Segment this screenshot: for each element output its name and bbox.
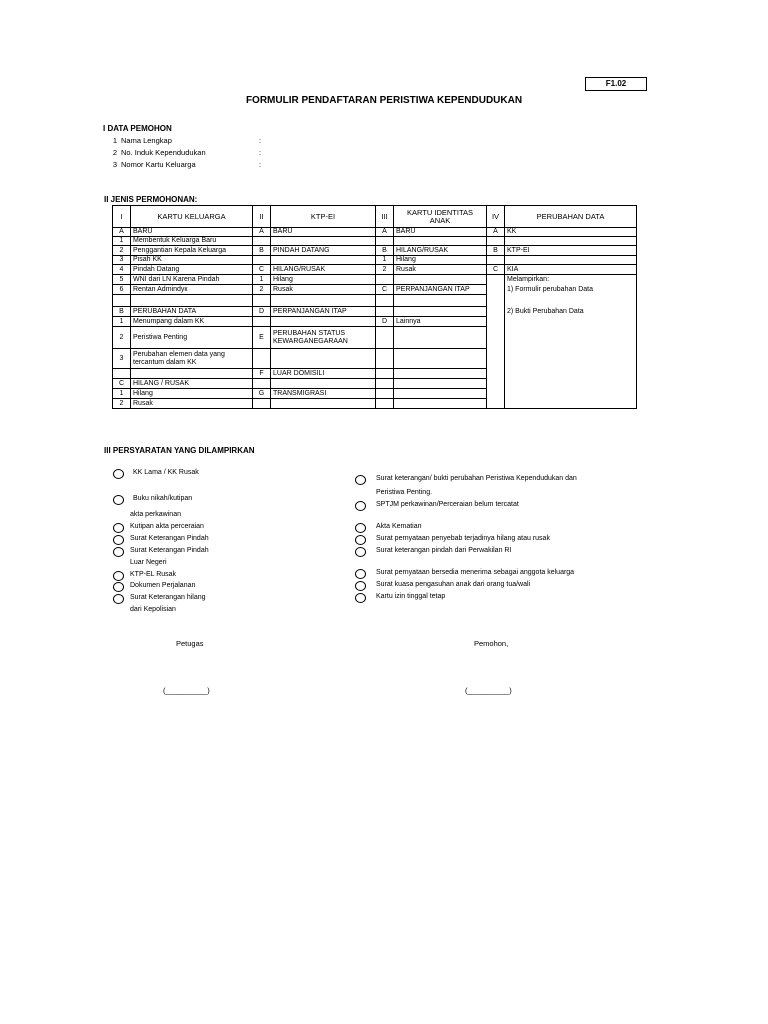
value-cell xyxy=(271,399,376,409)
value-cell: PERUBAHAN DATA xyxy=(131,307,253,317)
requirement-item: Surat pernyataan penyebab terjadinya hilang atau rusak xyxy=(376,535,550,542)
value-cell xyxy=(394,237,487,246)
table-header-row xyxy=(113,206,637,228)
section-3-heading: III PERSYARATAN YANG DILAMPIRKAN xyxy=(104,446,255,455)
table-row xyxy=(113,246,637,256)
value-cell: Lainnya xyxy=(394,317,487,327)
value-cell xyxy=(394,307,487,317)
value-cell xyxy=(271,317,376,327)
table-row xyxy=(113,379,637,389)
checkbox-circle-icon[interactable] xyxy=(355,475,366,485)
code-cell: 1 xyxy=(113,389,131,399)
code-cell xyxy=(487,369,505,379)
value-cell xyxy=(505,349,637,369)
code-cell: D xyxy=(253,307,271,317)
value-cell xyxy=(505,399,637,409)
code-cell xyxy=(487,379,505,389)
table-row xyxy=(113,317,637,327)
value-cell xyxy=(271,379,376,389)
field-label: Nomor Kartu Keluarga xyxy=(121,160,196,169)
code-cell xyxy=(487,237,505,246)
value-cell xyxy=(505,256,637,265)
value-cell xyxy=(394,369,487,379)
requirement-item: Surat Keterangan Pindah xyxy=(130,547,209,554)
requirement-item: Akta Kematian xyxy=(376,523,422,530)
checkbox-circle-icon[interactable] xyxy=(355,523,366,533)
header-cell: I xyxy=(113,206,131,228)
checkbox-circle-icon[interactable] xyxy=(355,547,366,557)
value-cell xyxy=(394,295,487,307)
code-cell: 2 xyxy=(113,246,131,256)
table-row xyxy=(113,256,637,265)
code-cell xyxy=(487,275,505,285)
code-cell xyxy=(253,379,271,389)
requirement-item: KTP-EL Rusak xyxy=(130,571,177,578)
code-cell: C xyxy=(253,265,271,275)
value-cell xyxy=(394,327,487,349)
value-cell xyxy=(271,349,376,369)
value-cell xyxy=(505,317,637,327)
code-cell: F xyxy=(253,369,271,379)
code-cell: 3 xyxy=(113,256,131,265)
checkbox-circle-icon[interactable] xyxy=(113,582,124,592)
requirement-item: Surat Keterangan hilang xyxy=(130,594,206,601)
checkbox-circle-icon[interactable] xyxy=(113,571,124,581)
code-cell xyxy=(487,399,505,409)
value-cell: Rusak xyxy=(271,285,376,295)
requirement-item: Surat pernyataan bersedia menerima sebagai anggota keluarga xyxy=(376,569,575,576)
field-label: Nama Lengkap xyxy=(121,136,172,145)
table-row xyxy=(113,369,637,379)
value-cell: Perubahan elemen data yang tercantum dalam KK xyxy=(131,349,253,369)
value-cell: TRANSMIGRASI xyxy=(271,389,376,399)
table-row xyxy=(113,349,637,369)
value-cell xyxy=(505,379,637,389)
value-cell: Peristiwa Penting xyxy=(131,327,253,349)
code-cell: 3 xyxy=(113,349,131,369)
value-cell xyxy=(394,399,487,409)
value-cell: Rentan Admindук xyxy=(131,285,253,295)
value-cell: Pisah KK xyxy=(131,256,253,265)
code-cell: B xyxy=(113,307,131,317)
checkbox-circle-icon[interactable] xyxy=(113,495,124,505)
code-cell: A xyxy=(376,228,394,237)
code-cell xyxy=(253,256,271,265)
applicant-label: Pemohon, xyxy=(474,639,509,648)
code-cell: 1 xyxy=(253,275,271,285)
header-cell: IV xyxy=(487,206,505,228)
code-cell: 5 xyxy=(113,275,131,285)
value-cell xyxy=(394,349,487,369)
row-number: 2 xyxy=(112,148,117,157)
value-cell xyxy=(505,237,637,246)
value-cell xyxy=(131,295,253,307)
value-cell xyxy=(505,327,637,349)
code-cell xyxy=(253,399,271,409)
value-cell: HILANG/RUSAK xyxy=(271,265,376,275)
header-cell: KARTU IDENTITAS ANAK xyxy=(394,206,487,228)
field-label: No. Induk Kependudukan xyxy=(121,148,206,157)
code-cell: 1 xyxy=(376,256,394,265)
code-cell: C xyxy=(487,265,505,275)
code-cell: E xyxy=(253,327,271,349)
requirement-item: SPTJM perkawinan/Perceraian belum tercatat xyxy=(376,501,519,508)
code-cell xyxy=(253,237,271,246)
value-cell: BARU xyxy=(394,228,487,237)
table-row xyxy=(113,307,637,317)
requirement-item: dari Kepolisian xyxy=(130,606,176,613)
code-cell xyxy=(487,307,505,317)
value-cell: Hilang xyxy=(394,256,487,265)
code-cell xyxy=(376,399,394,409)
value-cell: KIA xyxy=(505,265,637,275)
checkbox-circle-icon[interactable] xyxy=(113,594,124,604)
applicant-signature-line: (__________) xyxy=(465,686,512,695)
code-cell xyxy=(487,285,505,295)
value-cell: LUAR DOMISILI xyxy=(271,369,376,379)
officer-signature-line: (__________) xyxy=(163,686,210,695)
value-cell xyxy=(505,369,637,379)
code-cell: 2 xyxy=(376,265,394,275)
code-cell xyxy=(376,295,394,307)
checkbox-circle-icon[interactable] xyxy=(355,569,366,579)
table-row xyxy=(113,327,637,349)
value-cell: KTP-EI xyxy=(505,246,637,256)
value-cell: Penggantian Kepala Keluarga xyxy=(131,246,253,256)
code-cell xyxy=(113,369,131,379)
code-cell: C xyxy=(113,379,131,389)
value-cell: Rusak xyxy=(131,399,253,409)
value-cell: KK xyxy=(505,228,637,237)
value-cell xyxy=(394,379,487,389)
applicant-row xyxy=(107,148,307,158)
code-cell: 6 xyxy=(113,285,131,295)
requirement-item: Luar Negeri xyxy=(130,559,167,566)
checkbox-circle-icon[interactable] xyxy=(355,535,366,545)
table-row xyxy=(113,285,637,295)
value-cell: WNI dari LN Karena Pindah xyxy=(131,275,253,285)
field-colon: : xyxy=(259,136,262,145)
code-cell xyxy=(487,317,505,327)
value-cell xyxy=(505,295,637,307)
code-cell: 4 xyxy=(113,265,131,275)
header-cell: II xyxy=(253,206,271,228)
requirement-item: Surat kuasa pengasuhan anak dari orang tua/wali xyxy=(376,581,531,588)
field-colon: : xyxy=(259,148,262,157)
requirement-item: Peristiwa Penting. xyxy=(376,489,433,496)
header-cell: KTP-EI xyxy=(271,206,376,228)
code-cell: D xyxy=(376,317,394,327)
value-cell xyxy=(131,369,253,379)
value-cell xyxy=(271,256,376,265)
code-cell: 2 xyxy=(253,285,271,295)
requirement-item: Kutipan akta perceraian xyxy=(130,523,204,530)
checkbox-circle-icon[interactable] xyxy=(113,547,124,557)
code-cell xyxy=(376,327,394,349)
value-cell: Membentuk Keluarga Baru xyxy=(131,237,253,246)
code-cell xyxy=(253,295,271,307)
table-row xyxy=(113,265,637,275)
code-cell: 1 xyxy=(113,237,131,246)
value-cell: PINDAH DATANG xyxy=(271,246,376,256)
code-cell: A xyxy=(253,228,271,237)
page-title: FORMULIR PENDAFTARAN PERISTIWA KEPENDUDUKAN xyxy=(245,95,523,106)
row-number: 1 xyxy=(112,136,117,145)
value-cell: Menumpang dalam KK xyxy=(131,317,253,327)
code-cell: 1 xyxy=(113,317,131,327)
code-cell xyxy=(376,379,394,389)
requirement-item: Surat Keterangan Pindah xyxy=(130,535,209,542)
code-cell: G xyxy=(253,389,271,399)
section-2-heading: II JENIS PERMOHONAN: xyxy=(104,195,198,204)
checkbox-circle-icon[interactable] xyxy=(355,593,366,603)
requirement-item: Surat keterangan/ bukti perubahan Peristiwa Kependudukan dan xyxy=(376,475,577,482)
table-row xyxy=(113,295,637,307)
value-cell: PERPANJANGAN ITAP xyxy=(394,285,487,295)
value-cell: BARU xyxy=(131,228,253,237)
code-cell: B xyxy=(487,246,505,256)
code-cell: 2 xyxy=(113,327,131,349)
code-cell xyxy=(376,275,394,285)
code-cell xyxy=(487,349,505,369)
checkbox-circle-icon[interactable] xyxy=(355,581,366,591)
value-cell: HILANG / RUSAK xyxy=(131,379,253,389)
code-cell: A xyxy=(487,228,505,237)
section-1-heading: I DATA PEMOHON xyxy=(103,124,172,133)
requirement-item: akta perkawinan xyxy=(130,511,181,518)
table-row xyxy=(113,228,637,237)
applicant-row xyxy=(107,160,307,170)
value-cell: PERUBAHAN STATUS KEWARGANEGARAAN xyxy=(271,327,376,349)
checkbox-circle-icon[interactable] xyxy=(355,501,366,511)
checkbox-circle-icon[interactable] xyxy=(113,535,124,545)
table-row xyxy=(113,399,637,409)
value-cell: HILANG/RUSAK xyxy=(394,246,487,256)
table-row xyxy=(113,389,637,399)
value-cell xyxy=(394,275,487,285)
value-cell: Pindah Datang xyxy=(131,265,253,275)
code-cell: B xyxy=(376,246,394,256)
requirement-item: KK Lama / KK Rusak xyxy=(133,469,199,476)
code-cell xyxy=(487,327,505,349)
request-type-table xyxy=(112,205,637,409)
value-cell xyxy=(394,389,487,399)
code-cell: C xyxy=(376,285,394,295)
value-cell: Hilang xyxy=(131,389,253,399)
value-cell: Rusak xyxy=(394,265,487,275)
code-cell xyxy=(113,295,131,307)
code-cell xyxy=(487,389,505,399)
code-cell xyxy=(376,389,394,399)
header-cell: PERUBAHAN DATA xyxy=(505,206,637,228)
code-cell xyxy=(376,369,394,379)
code-cell: B xyxy=(253,246,271,256)
table-body xyxy=(113,228,637,409)
row-number: 3 xyxy=(112,160,117,169)
value-cell: PERPANJANGAN ITAP xyxy=(271,307,376,317)
header-cell: KARTU KELUARGA xyxy=(131,206,253,228)
header-cell: III xyxy=(376,206,394,228)
value-cell: Hilang xyxy=(271,275,376,285)
value-cell: BARU xyxy=(271,228,376,237)
code-cell xyxy=(253,317,271,327)
table-row xyxy=(113,275,637,285)
checkbox-circle-icon[interactable] xyxy=(113,469,124,479)
code-cell xyxy=(253,349,271,369)
value-cell: Melampirkan: xyxy=(505,275,637,285)
field-colon: : xyxy=(259,160,262,169)
code-cell xyxy=(376,237,394,246)
requirement-item: Buku nikah/kutipan xyxy=(133,495,193,502)
value-cell xyxy=(271,295,376,307)
table-row xyxy=(113,237,637,246)
value-cell: 2) Bukti Perubahan Data xyxy=(505,307,637,317)
requirement-item: Dokumen Perjalanan xyxy=(130,582,196,589)
code-cell: 2 xyxy=(113,399,131,409)
value-cell xyxy=(505,389,637,399)
requirement-item: Surat keterangan pindah dari Perwakilan RI xyxy=(376,547,512,554)
code-cell xyxy=(376,307,394,317)
form-code-box: F1.02 xyxy=(585,77,647,91)
requirement-item: Kartu izin tinggal tetap xyxy=(376,593,446,600)
applicant-row xyxy=(107,136,307,146)
code-cell: A xyxy=(113,228,131,237)
value-cell: 1) Formulir perubahan Data xyxy=(505,285,637,295)
code-cell xyxy=(487,256,505,265)
checkbox-circle-icon[interactable] xyxy=(113,523,124,533)
value-cell xyxy=(271,237,376,246)
officer-label: Petugas xyxy=(176,639,204,648)
code-cell xyxy=(376,349,394,369)
code-cell xyxy=(487,295,505,307)
